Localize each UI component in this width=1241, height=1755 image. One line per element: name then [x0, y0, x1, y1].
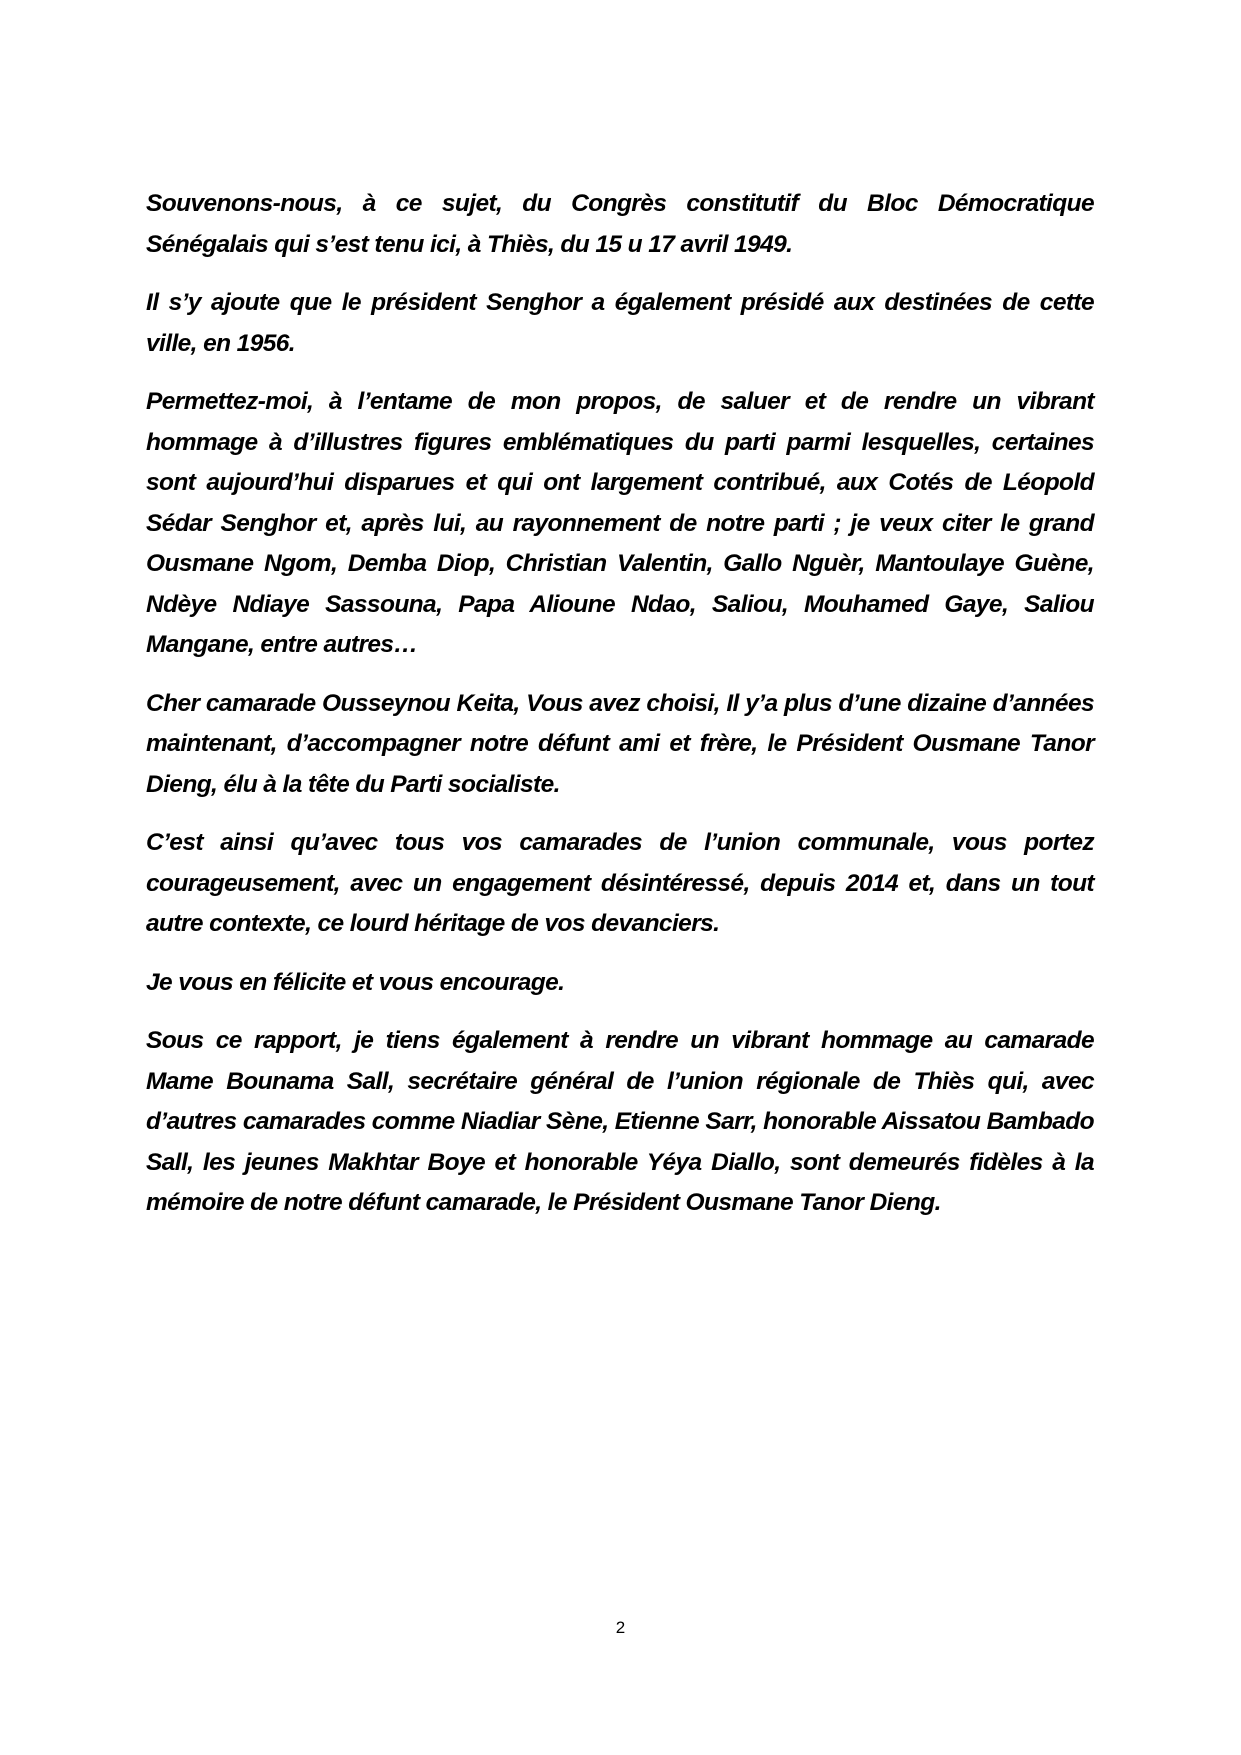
- paragraph-tribute-regional-union: Sous ce rapport, je tiens également à rendre un vibrant hommage au camarade Mame Bounama Sall, secrétaire général de l’union régionale de Thiès qui, avec d’autres camarades comme Niadiar Sène, Etienne Sarr, honorable Aissatou Bambado Sall, les jeunes Makhtar Boye et honorable Yéya Diallo, sont demeurés fidèles à la mémoire de notre défunt camarade, le Président Ousmane Tanor Dieng.: [146, 1027, 1094, 1216]
- page-number: 2: [615, 1618, 626, 1637]
- paragraph-tribute-figures: Permettez-moi, à l’entame de mon propos, de saluer et de rendre un vibrant hommage à d’illustres figures emblématiques du parti parmi lesquelles, certaines sont aujourd’hui disparues et qui ont largement contribué, aux Cotés de Léopold Sédar Senghor et, après lui, au rayonnement de notre parti ; je veux citer le grand Ousmane Ngom, Demba Diop, Christian Valentin, Gallo Nguèr, Mantoulaye Guène, Ndèye Ndiaye Sassouna, Papa Alioune Ndao, Saliou, Mouhamed Gaye, Saliou Mangane, entre autres…: [146, 388, 1094, 658]
- document-body: [146, 184, 1094, 1242]
- paragraph-union-communale: C’est ainsi qu’avec tous vos camarades de l’union communale, vous portez courageusement, avec un engagement désintéressé, depuis 2014 et, dans un tout autre contexte, ce lourd héritage de vos devanciers.: [146, 829, 1094, 937]
- paragraph-congratulations: Je vous en félicite et vous encourage.: [146, 968, 565, 996]
- paragraph-senghor-mayor: Il s’y ajoute que le président Senghor a également présidé aux destinées de cette ville, en 1956.: [146, 289, 1094, 357]
- paragraph-ousseynou-keita: Cher camarade Ousseynou Keita, Vous avez choisi, Il y’a plus d’une dizaine d’années maintenant, d’accompagner notre défunt ami et frère, le Président Ousmane Tanor Dieng, élu à la tête du Parti socialiste.: [146, 689, 1094, 798]
- paragraph-bds-congress: Souvenons-nous, à ce sujet, du Congrès constitutif du Bloc Démocratique Sénégalais qui s’est tenu ici, à Thiès, du 15 u 17 avril 1949.: [146, 190, 1094, 258]
